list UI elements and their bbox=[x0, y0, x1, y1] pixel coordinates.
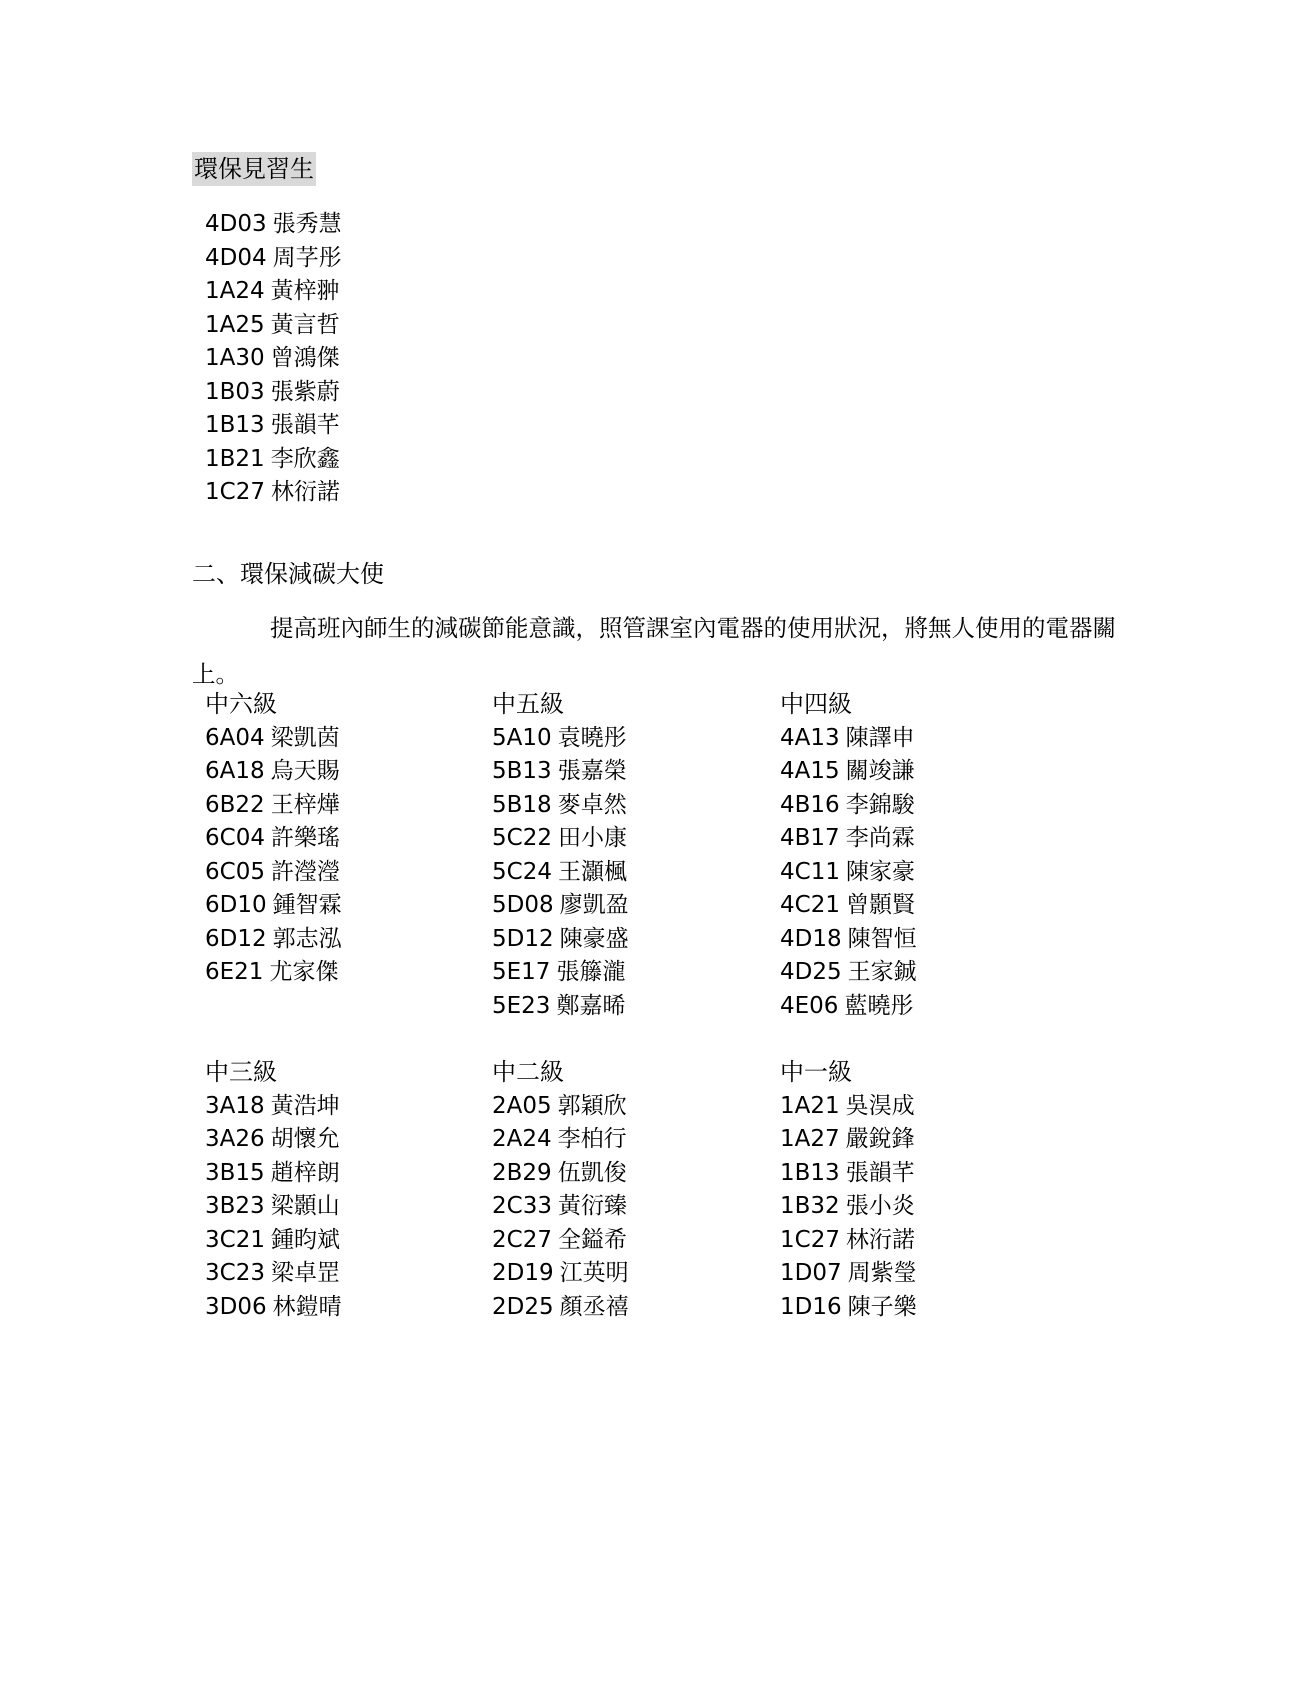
member-name: 藍曉彤 bbox=[844, 992, 914, 1019]
member-entry bbox=[780, 789, 1060, 823]
member-class-code: 1B13 bbox=[205, 412, 265, 438]
member-class-code: 5B13 bbox=[492, 758, 552, 784]
member-class-code: 6A04 bbox=[205, 724, 265, 751]
member-entry bbox=[492, 1190, 772, 1224]
member-entry bbox=[205, 443, 342, 477]
member-name: 張小炎 bbox=[845, 1193, 915, 1219]
grade-column bbox=[492, 1056, 772, 1324]
member-name: 曾顥賢 bbox=[845, 892, 915, 918]
member-class-code: 2D25 bbox=[492, 1293, 554, 1320]
member-entry bbox=[492, 856, 772, 890]
grade-column bbox=[780, 688, 1060, 1023]
member-entry bbox=[492, 722, 772, 756]
member-entry bbox=[780, 722, 1060, 756]
member-class-code: 6C04 bbox=[205, 825, 265, 851]
member-entry bbox=[205, 722, 485, 756]
member-class-code: 6D10 bbox=[205, 892, 267, 918]
member-class-code: 4B16 bbox=[780, 791, 840, 818]
member-class-code: 5C22 bbox=[492, 825, 552, 851]
member-entry bbox=[205, 309, 342, 343]
grade-column bbox=[492, 688, 772, 1023]
member-entry bbox=[205, 242, 342, 276]
member-entry bbox=[492, 1157, 772, 1191]
member-name: 周紫瑩 bbox=[847, 1260, 917, 1286]
grade-column bbox=[205, 688, 485, 990]
member-name: 陳智恒 bbox=[847, 925, 917, 952]
member-class-code: 3B15 bbox=[205, 1159, 265, 1186]
member-name: 江英明 bbox=[559, 1260, 629, 1286]
member-entry bbox=[205, 889, 485, 923]
member-name: 伍凱俊 bbox=[557, 1159, 627, 1186]
member-entry bbox=[780, 1291, 1060, 1325]
member-class-code: 1B21 bbox=[205, 445, 265, 472]
member-name: 李尚霖 bbox=[845, 825, 915, 851]
member-class-code: 4D25 bbox=[780, 959, 842, 985]
trainees-heading: 環保見習生 bbox=[192, 152, 316, 186]
member-entry bbox=[205, 1157, 485, 1191]
member-entry bbox=[205, 1224, 485, 1258]
member-name: 田小康 bbox=[557, 825, 627, 851]
member-name: 顏丞禧 bbox=[559, 1293, 629, 1320]
member-class-code: 1A27 bbox=[780, 1126, 840, 1152]
member-name: 趙梓朗 bbox=[270, 1159, 340, 1186]
member-name: 林鎧晴 bbox=[272, 1293, 342, 1320]
grade-title: 中一級 bbox=[780, 1058, 852, 1086]
member-entry bbox=[205, 1257, 485, 1291]
member-name: 許瀅瀅 bbox=[270, 858, 340, 885]
member-entry bbox=[205, 1190, 485, 1224]
member-name: 郭穎欣 bbox=[557, 1092, 627, 1119]
member-class-code: 6D12 bbox=[205, 925, 267, 952]
grade-member-list bbox=[492, 722, 772, 1024]
member-entry bbox=[492, 1291, 772, 1325]
member-class-code: 4A15 bbox=[780, 758, 840, 784]
member-name: 李柏行 bbox=[557, 1126, 627, 1152]
member-class-code: 4D18 bbox=[780, 925, 842, 952]
member-name: 李欣鑫 bbox=[270, 445, 340, 472]
member-class-code: 5B18 bbox=[492, 791, 552, 818]
member-entry bbox=[205, 755, 485, 789]
member-class-code: 2C33 bbox=[492, 1193, 552, 1219]
member-entry bbox=[780, 956, 1060, 990]
member-name: 廖凱盈 bbox=[559, 892, 629, 918]
member-name: 林洐諾 bbox=[845, 1226, 915, 1253]
member-entry bbox=[492, 822, 772, 856]
member-class-code: 3C23 bbox=[205, 1260, 265, 1286]
member-name: 陳子樂 bbox=[847, 1293, 917, 1320]
member-entry bbox=[205, 789, 485, 823]
member-name: 許樂瑤 bbox=[270, 825, 340, 851]
member-name: 李錦駿 bbox=[845, 791, 915, 818]
member-class-code: 3C21 bbox=[205, 1226, 265, 1253]
member-entry bbox=[780, 1090, 1060, 1124]
member-name: 梁卓罡 bbox=[270, 1260, 340, 1286]
member-name: 鍾昀斌 bbox=[270, 1226, 340, 1253]
member-class-code: 2A24 bbox=[492, 1126, 552, 1152]
member-class-code: 4D04 bbox=[205, 244, 267, 271]
member-name: 陳譯申 bbox=[845, 724, 915, 751]
member-name: 鄭嘉晞 bbox=[556, 992, 626, 1019]
member-class-code: 1B13 bbox=[780, 1159, 840, 1186]
member-entry bbox=[205, 208, 342, 242]
member-entry bbox=[205, 275, 342, 309]
member-name: 黃言哲 bbox=[270, 311, 340, 338]
grade-member-list bbox=[205, 722, 485, 990]
member-class-code: 1A25 bbox=[205, 311, 265, 338]
member-name: 張紫蔚 bbox=[270, 378, 340, 405]
member-name: 黃梓翀 bbox=[270, 278, 340, 304]
member-class-code: 2C27 bbox=[492, 1226, 552, 1253]
member-class-code: 1D16 bbox=[780, 1293, 842, 1320]
member-name: 陳豪盛 bbox=[559, 925, 629, 952]
member-class-code: 2D19 bbox=[492, 1260, 554, 1286]
grade-title: 中二級 bbox=[492, 1058, 564, 1086]
member-class-code: 1A30 bbox=[205, 345, 265, 371]
member-entry bbox=[492, 1090, 772, 1124]
member-name: 張韻芊 bbox=[270, 412, 340, 438]
grade-column bbox=[780, 1056, 1060, 1324]
member-name: 張嘉榮 bbox=[557, 758, 627, 784]
member-entry bbox=[492, 1123, 772, 1157]
member-class-code: 5E23 bbox=[492, 992, 551, 1019]
member-entry bbox=[780, 856, 1060, 890]
member-class-code: 1C27 bbox=[780, 1226, 840, 1253]
member-class-code: 1D07 bbox=[780, 1260, 842, 1286]
member-entry bbox=[205, 1123, 485, 1157]
member-entry bbox=[205, 409, 342, 443]
member-entry bbox=[205, 376, 342, 410]
member-entry bbox=[780, 1257, 1060, 1291]
member-name: 郭志泓 bbox=[272, 925, 342, 952]
member-entry bbox=[780, 1123, 1060, 1157]
member-entry bbox=[780, 755, 1060, 789]
member-entry bbox=[780, 1224, 1060, 1258]
member-entry bbox=[205, 923, 485, 957]
member-name: 麥卓然 bbox=[557, 791, 627, 818]
member-class-code: 6E21 bbox=[205, 959, 264, 985]
member-class-code: 5D08 bbox=[492, 892, 554, 918]
member-class-code: 1B03 bbox=[205, 378, 265, 405]
member-entry bbox=[780, 1157, 1060, 1191]
member-class-code: 4C21 bbox=[780, 892, 840, 918]
member-class-code: 6B22 bbox=[205, 791, 265, 818]
member-name: 關竣謙 bbox=[845, 758, 915, 784]
member-class-code: 4B17 bbox=[780, 825, 840, 851]
member-class-code: 5E17 bbox=[492, 959, 551, 985]
grade-title: 中五級 bbox=[492, 690, 564, 718]
member-name: 王灝楓 bbox=[557, 858, 627, 885]
member-entry bbox=[492, 889, 772, 923]
member-name: 王家鋮 bbox=[847, 959, 917, 985]
member-class-code: 3A18 bbox=[205, 1092, 265, 1119]
member-name: 黃衍臻 bbox=[557, 1193, 627, 1219]
member-class-code: 4E06 bbox=[780, 992, 839, 1019]
member-name: 吳淏成 bbox=[845, 1092, 915, 1119]
member-entry bbox=[205, 1090, 485, 1124]
member-name: 張韻芊 bbox=[845, 1159, 915, 1186]
member-entry bbox=[492, 755, 772, 789]
ambassadors-description: 提高班內師生的減碳節能意識，照管課室內電器的使用狀況，將無人使用的電器關上。 bbox=[192, 614, 1116, 688]
member-name: 嚴銳鋒 bbox=[845, 1126, 915, 1152]
member-class-code: 1A24 bbox=[205, 278, 265, 304]
grade-title: 中四級 bbox=[780, 690, 852, 718]
member-class-code: 2B29 bbox=[492, 1159, 552, 1186]
member-name: 尤家傑 bbox=[269, 959, 339, 985]
member-name: 陳家豪 bbox=[845, 858, 915, 885]
member-class-code: 5D12 bbox=[492, 925, 554, 952]
member-name: 黃浩坤 bbox=[270, 1092, 340, 1119]
member-name: 胡懷允 bbox=[270, 1126, 340, 1152]
member-entry bbox=[492, 956, 772, 990]
member-entry bbox=[492, 789, 772, 823]
member-name: 張秀慧 bbox=[272, 211, 342, 237]
grade-title: 中三級 bbox=[205, 1058, 277, 1086]
member-class-code: 4D03 bbox=[205, 211, 267, 237]
member-entry bbox=[205, 856, 485, 890]
trainees-list bbox=[205, 208, 342, 510]
grade-member-list bbox=[780, 1090, 1060, 1325]
member-entry bbox=[780, 1190, 1060, 1224]
grade-member-list bbox=[205, 1090, 485, 1325]
member-name: 周芓彤 bbox=[272, 244, 342, 271]
member-class-code: 1B32 bbox=[780, 1193, 840, 1219]
member-class-code: 3B23 bbox=[205, 1193, 265, 1219]
member-entry bbox=[492, 923, 772, 957]
member-entry bbox=[780, 822, 1060, 856]
member-class-code: 3A26 bbox=[205, 1126, 265, 1152]
member-class-code: 5A10 bbox=[492, 724, 552, 751]
member-class-code: 3D06 bbox=[205, 1293, 267, 1320]
grade-member-list bbox=[492, 1090, 772, 1325]
member-entry bbox=[780, 889, 1060, 923]
grade-member-list bbox=[780, 722, 1060, 1024]
member-class-code: 1C27 bbox=[205, 479, 265, 505]
member-name: 王梓燁 bbox=[270, 791, 340, 818]
member-class-code: 4A13 bbox=[780, 724, 840, 751]
member-class-code: 5C24 bbox=[492, 858, 552, 885]
member-entry bbox=[492, 1224, 772, 1258]
member-entry bbox=[780, 923, 1060, 957]
grade-title: 中六級 bbox=[205, 690, 277, 718]
member-entry bbox=[205, 342, 342, 376]
member-entry bbox=[780, 990, 1060, 1024]
ambassadors-title: 二、環保減碳大使 bbox=[192, 560, 384, 588]
grade-column bbox=[205, 1056, 485, 1324]
member-class-code: 2A05 bbox=[492, 1092, 552, 1119]
member-name: 曾鴻傑 bbox=[270, 345, 340, 371]
member-name: 梁凱茵 bbox=[270, 724, 340, 751]
member-name: 袁曉彤 bbox=[557, 724, 627, 751]
member-entry bbox=[205, 822, 485, 856]
member-class-code: 1A21 bbox=[780, 1092, 840, 1119]
member-name: 全鎰希 bbox=[557, 1226, 627, 1253]
member-name: 林衍諾 bbox=[270, 479, 340, 505]
member-class-code: 4C11 bbox=[780, 858, 840, 885]
member-name: 張籐瀧 bbox=[556, 959, 626, 985]
member-class-code: 6C05 bbox=[205, 858, 265, 885]
member-name: 梁顥山 bbox=[270, 1193, 340, 1219]
member-name: 烏天賜 bbox=[270, 758, 340, 784]
member-name: 鍾智霖 bbox=[272, 892, 342, 918]
member-entry bbox=[205, 1291, 485, 1325]
member-entry bbox=[205, 956, 485, 990]
member-entry bbox=[492, 990, 772, 1024]
member-entry bbox=[205, 476, 342, 510]
member-entry bbox=[492, 1257, 772, 1291]
member-class-code: 6A18 bbox=[205, 758, 265, 784]
